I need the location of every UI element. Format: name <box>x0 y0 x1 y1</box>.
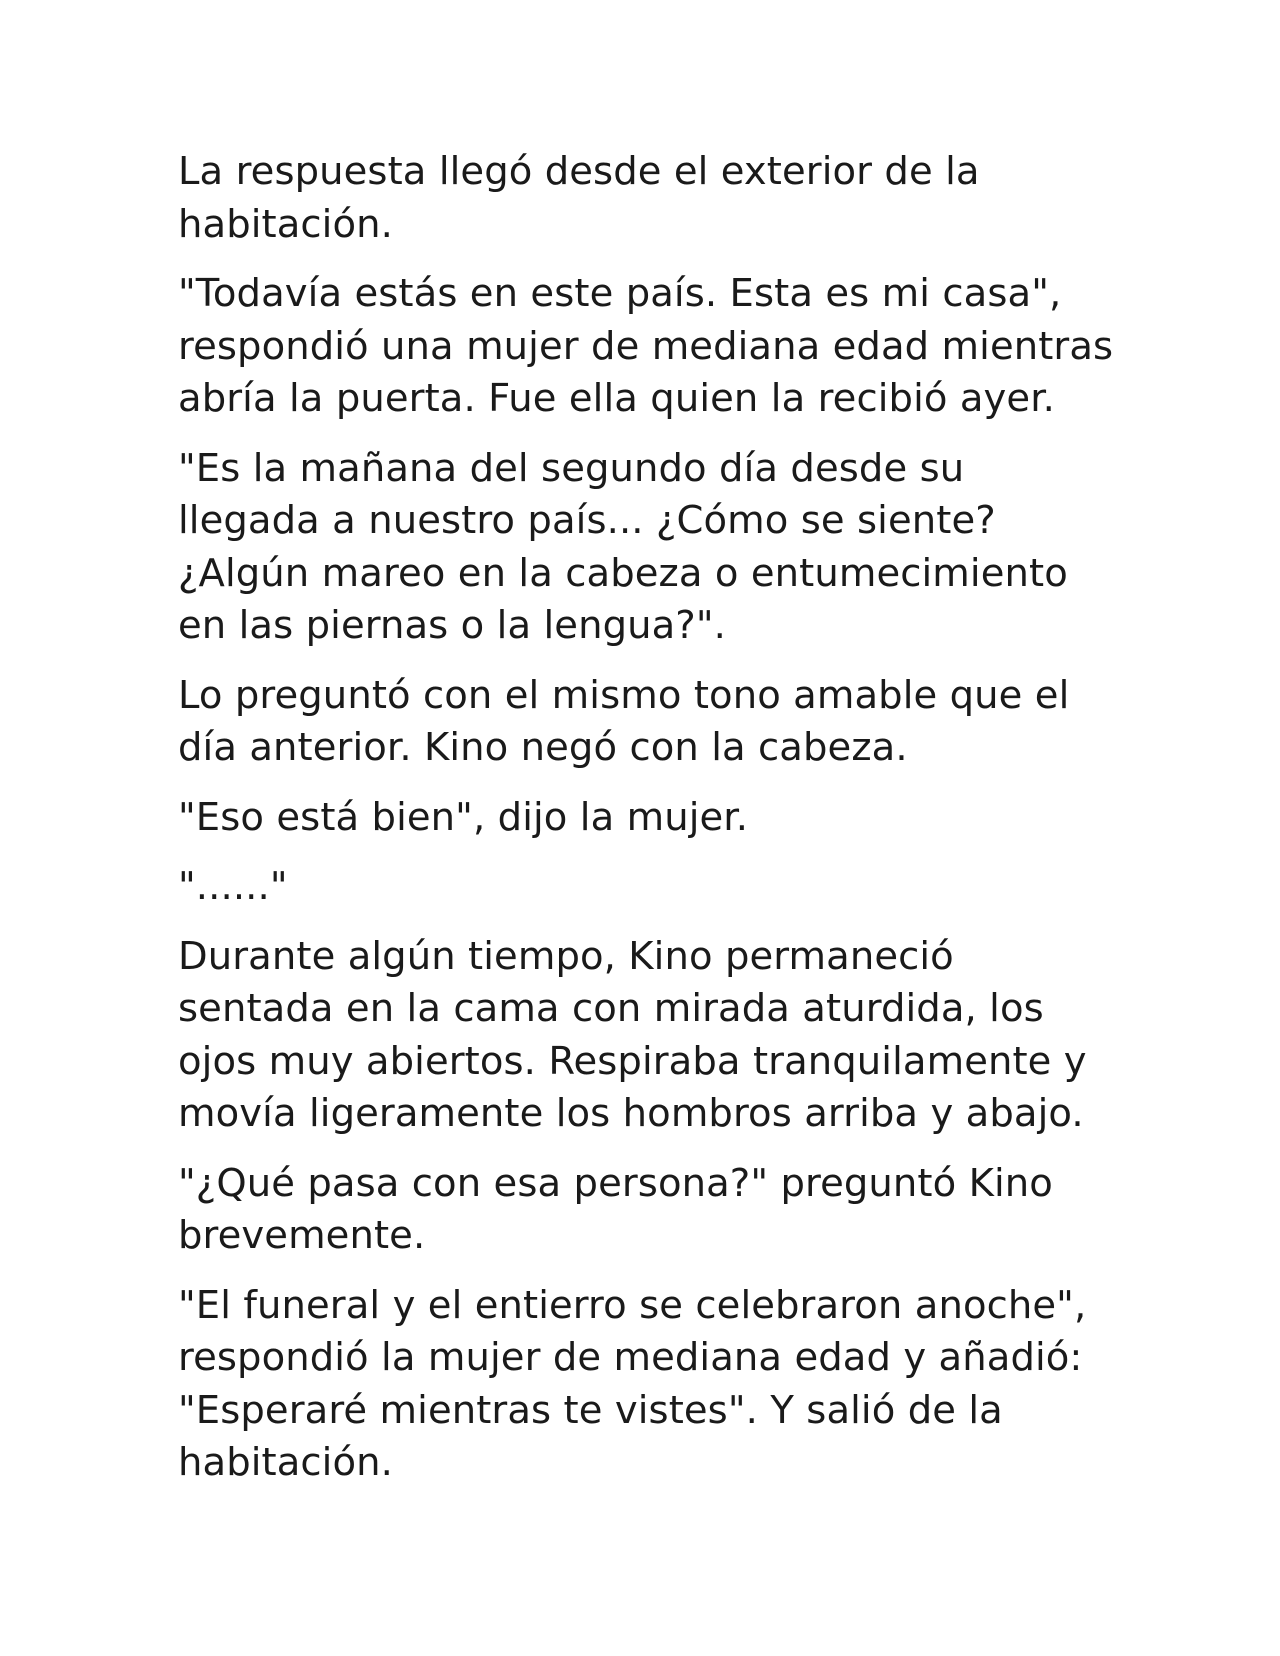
document-body <box>178 146 1118 1507</box>
paragraph-1: La respuesta llegó desde el exterior de la habitación. <box>178 149 980 247</box>
paragraph-9: "El funeral y el entierro se celebraron anoche", respondió la mujer de mediana edad y añadió: "Esperaré mientras te vistes". Y salió de la habitación. <box>178 1282 1087 1485</box>
paragraph-5: "Eso está bien", dijo la mujer. <box>178 794 749 840</box>
paragraph-7: Durante algún tiempo, Kino permaneció sentada en la cama con mirada aturdida, los ojos muy abiertos. Respiraba tranquilamente y movía ligeramente los hombros arriba y abajo. <box>178 933 1087 1136</box>
paragraph-2: "Todavía estás en este país. Esta es mi casa", respondió una mujer de mediana edad mientras abría la puerta. Fue ella quien la recibió ayer. <box>178 271 1114 421</box>
paragraph-6: "......" <box>178 864 288 909</box>
paragraph-3: "Es la mañana del segundo día desde su llegada a nuestro país... ¿Cómo se siente? ¿Algún mareo en la cabeza o entumecimiento en las piernas o la lengua?". <box>178 445 1068 648</box>
paragraph-4: Lo preguntó con el mismo tono amable que el día anterior. Kino negó con la cabeza. <box>178 672 1070 770</box>
paragraph-8: "¿Qué pasa con esa persona?" preguntó Kino brevemente. <box>178 1160 1053 1258</box>
